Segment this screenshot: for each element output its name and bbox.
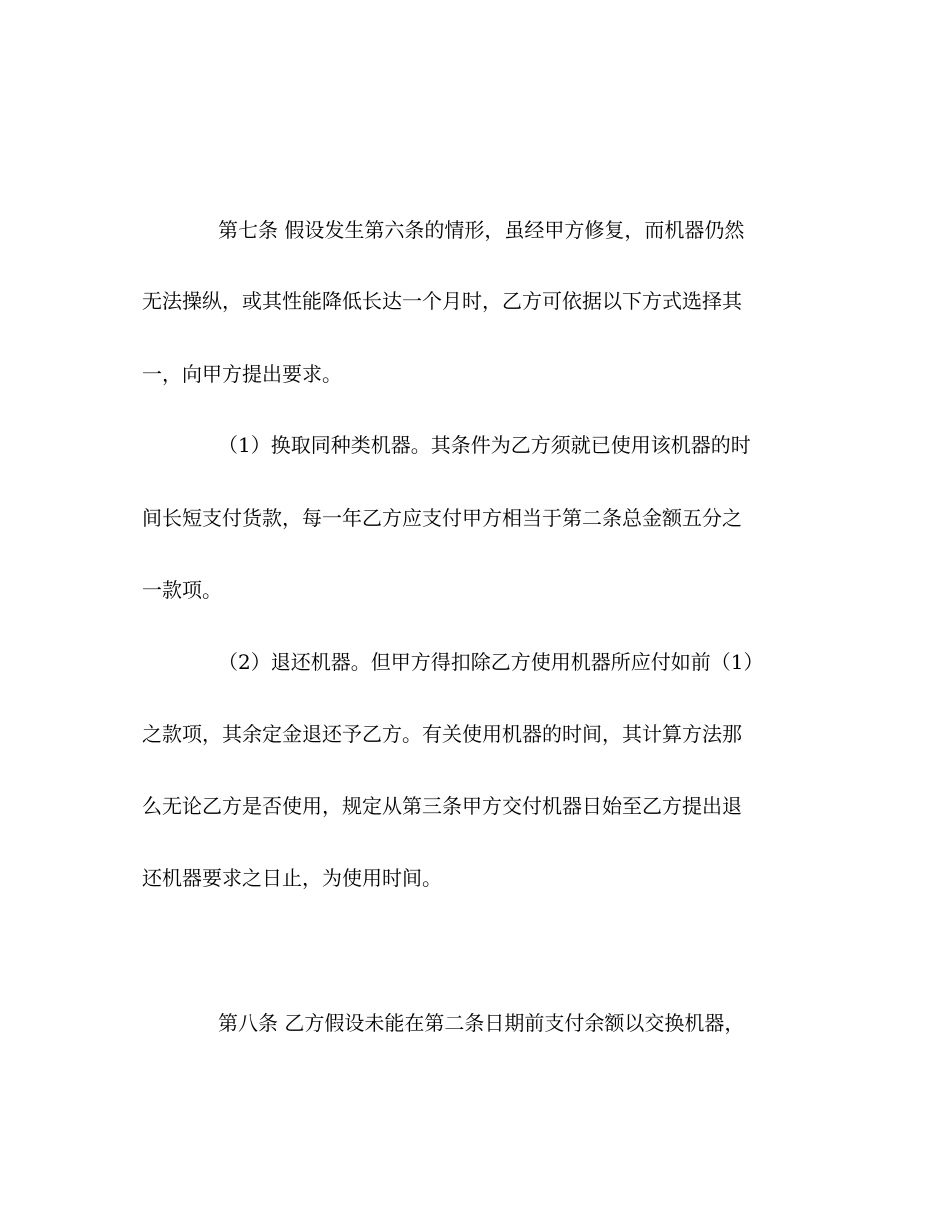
article-7-line-1: 第七条 假设发生第六条的情形，虽经甲方修复，而机器仍然 — [218, 218, 745, 242]
clause-1-line-2: 间长短支付货款，每一年乙方应支付甲方相当于第二条总金额五分之 — [142, 506, 742, 530]
clause-2-line-1: （2）退还机器。但甲方得扣除乙方使用机器所应付如前（1） — [218, 650, 764, 674]
clause-1-line-3: 一款项。 — [142, 578, 222, 602]
article-8-line-1: 第八条 乙方假设未能在第二条日期前支付余额以交换机器， — [218, 1011, 745, 1035]
article-7-line-2: 无法操纵，或其性能降低长达一个月时，乙方可依据以下方式选择其 — [142, 289, 742, 313]
article-7-line-3: 一，向甲方提出要求。 — [142, 362, 342, 386]
clause-2-line-3: 么无论乙方是否使用，规定从第三条甲方交付机器日始至乙方提出退 — [142, 794, 742, 818]
clause-2-line-4: 还机器要求之日止，为使用时间。 — [142, 866, 442, 890]
clause-1-line-1: （1）换取同种类机器。其条件为乙方须就已使用该机器的时 — [218, 433, 751, 457]
clause-2-line-2: 之款项，其余定金退还予乙方。有关使用机器的时间，其计算方法那 — [142, 722, 742, 746]
